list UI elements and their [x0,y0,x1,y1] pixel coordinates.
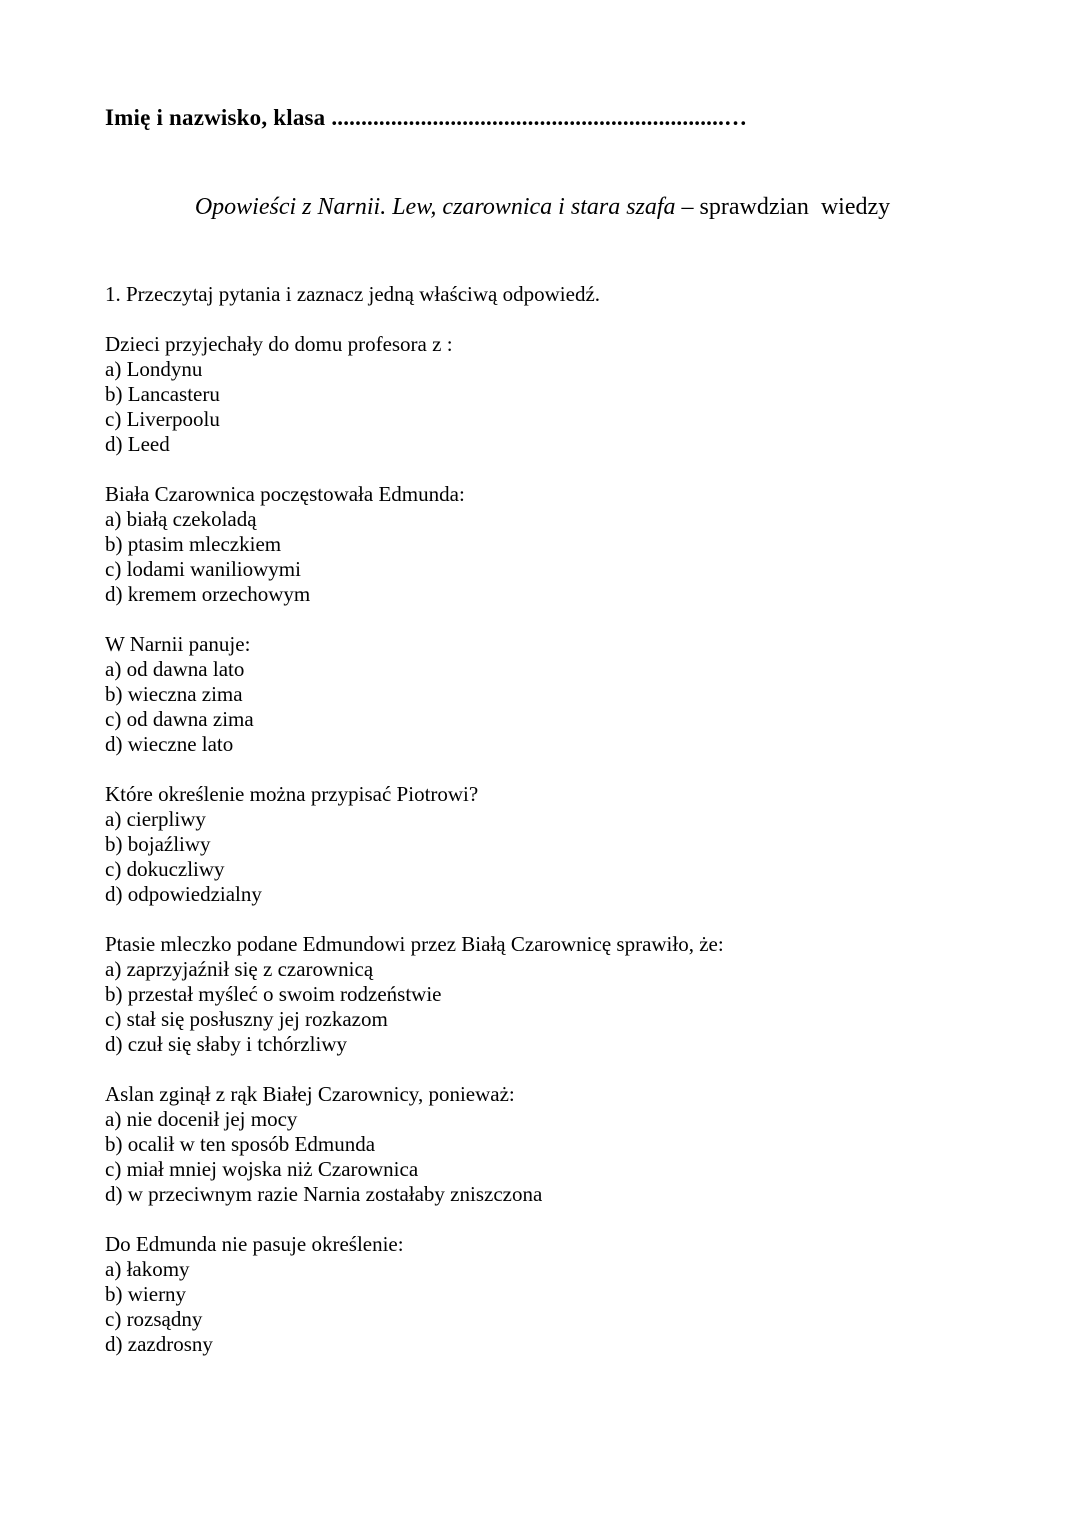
option-line: d) w przeciwnym razie Narnia zostałaby zniszczona [105,1182,543,1206]
question-text: W Narnii panuje: [105,632,251,656]
option-line: d) Leed [105,432,170,456]
question-block [105,932,980,1057]
option-line: b) wieczna zima [105,682,243,706]
option-line: c) miał mniej wojska niż Czarownica [105,1157,419,1181]
question-block [105,1232,980,1357]
question-block [105,1082,980,1207]
document-title [105,192,980,222]
option-line: b) ptasim mleczkiem [105,532,282,556]
option-line: d) czuł się słaby i tchórzliwy [105,1032,348,1056]
option-line: a) zaprzyjaźnił się z czarownicą [105,957,374,981]
instruction-text: 1. Przeczytaj pytania i zaznacz jedną właściwą odpowiedź. [105,282,601,306]
document-title-book-name: Opowieści z Narnii. Lew, czarownica i stara szafa [194,194,676,220]
question-text: Do Edmunda nie pasuje określenie: [105,1232,404,1256]
option-line: d) odpowiedzialny [105,882,262,906]
option-line: c) dokuczliwy [105,857,225,881]
name-class-label: Imię i nazwisko, klasa [105,105,332,130]
option-line: c) od dawna zima [105,707,254,731]
question-block [105,332,980,457]
option-line: b) wierny [105,1282,187,1306]
question-block [105,782,980,907]
option-line: d) wieczne lato [105,732,234,756]
option-line: b) Lancasteru [105,382,220,406]
option-line: d) zazdrosny [105,1332,213,1356]
question-block [105,482,980,607]
question-text: Ptasie mleczko podane Edmundowi przez Białą Czarownicę sprawiło, że: [105,932,724,956]
option-line: a) nie docenił jej mocy [105,1107,298,1131]
option-line: c) rozsądny [105,1307,203,1331]
option-line: a) Londynu [105,357,203,381]
document-title-suffix: – sprawdzian wiedzy [675,194,891,220]
option-line: b) przestał myśleć o swoim rodzeństwie [105,982,442,1006]
question-text: Biała Czarownica poczęstowała Edmunda: [105,482,465,506]
name-class-line [105,103,980,133]
option-line: b) bojaźliwy [105,832,211,856]
question-block [105,632,980,757]
option-line: b) ocalił w ten sposób Edmunda [105,1132,376,1156]
option-line: d) kremem orzechowym [105,582,311,606]
option-line: c) stał się posłuszny jej rozkazom [105,1007,388,1031]
option-line: a) od dawna lato [105,657,245,681]
option-line: c) Liverpoolu [105,407,220,431]
question-text: Które określenie można przypisać Piotrowi? [105,782,479,806]
option-line: a) cierpliwy [105,807,206,831]
name-class-dotted-blank: ..................................................................… [331,105,748,130]
option-line: a) łakomy [105,1257,190,1281]
question-text: Dzieci przyjechały do domu profesora z : [105,332,453,356]
question-text: Aslan zginął z rąk Białej Czarownicy, ponieważ: [105,1082,515,1106]
option-line: a) białą czekoladą [105,507,257,531]
option-line: c) lodami waniliowymi [105,557,301,581]
